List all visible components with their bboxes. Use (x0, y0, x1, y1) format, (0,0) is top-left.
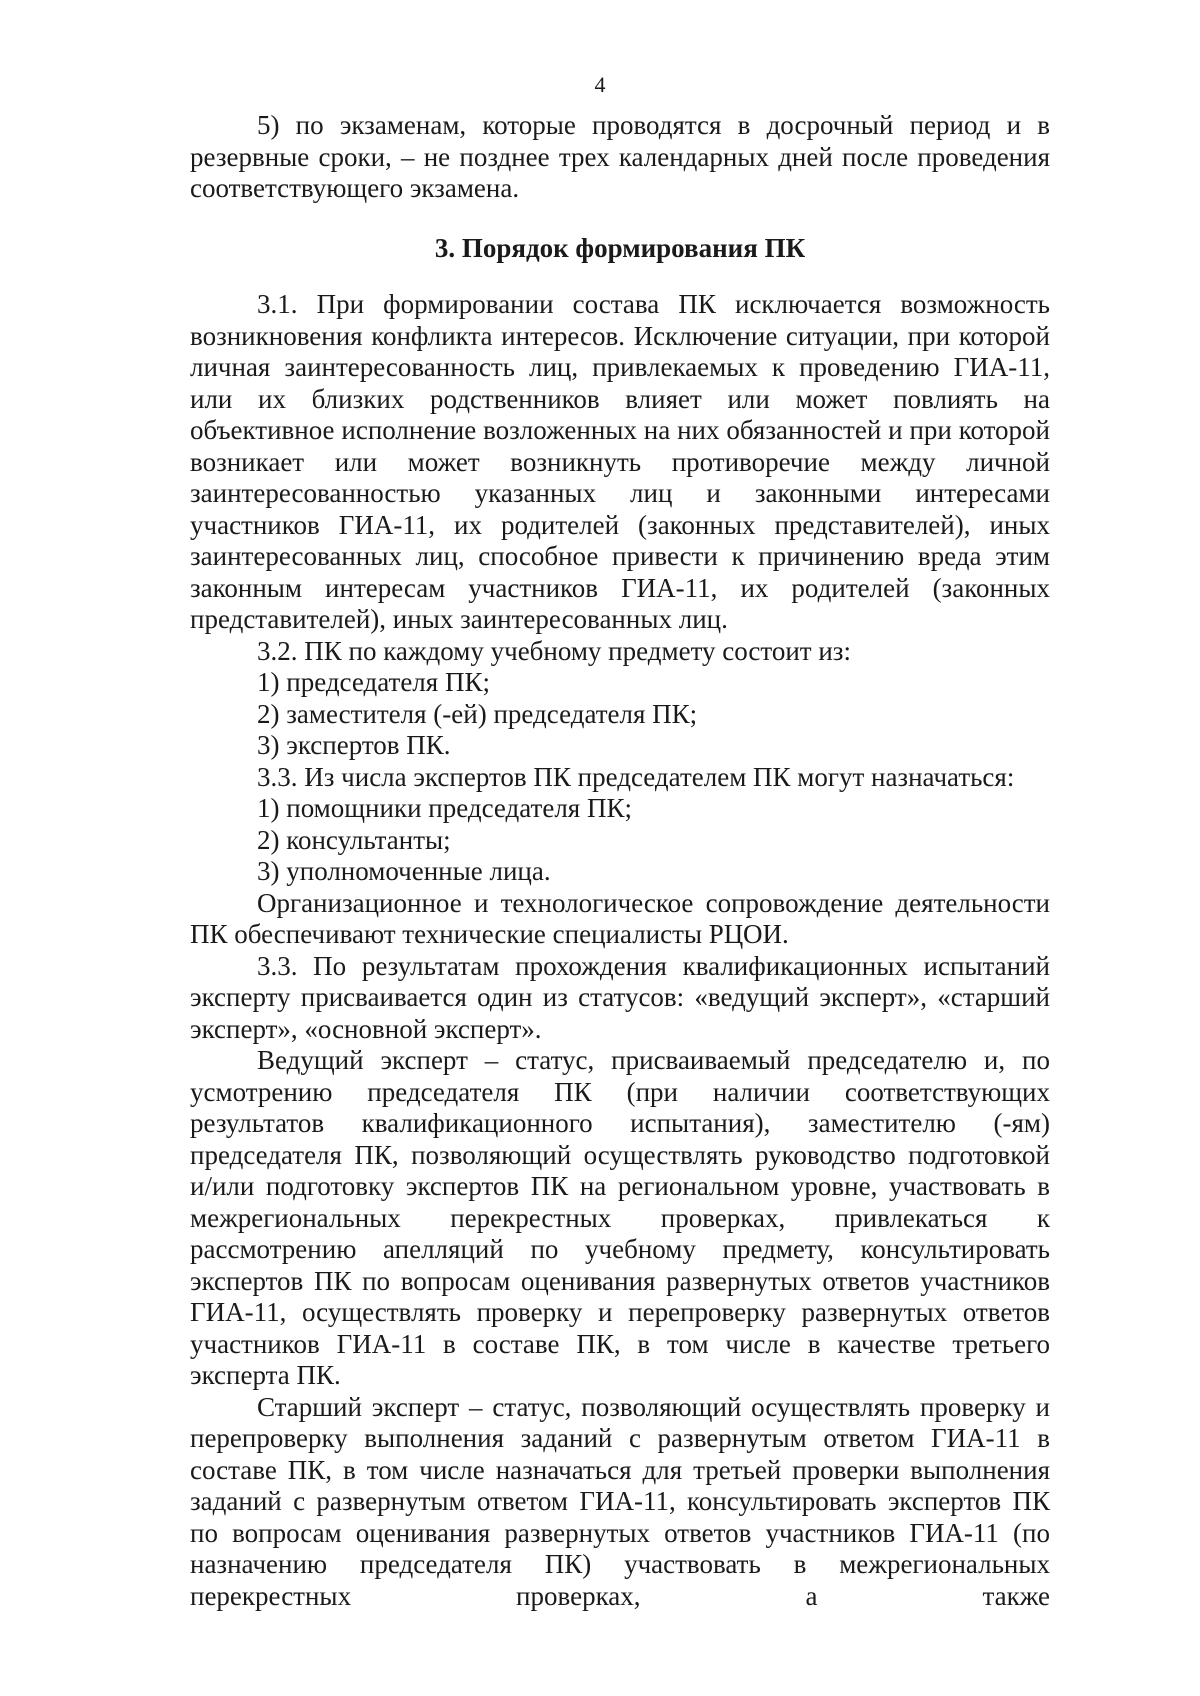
list-item: 2) заместителя (-ей) председателя ПК; (257, 698, 698, 729)
paragraph-lead-expert: Ведущий эксперт – статус, присваиваемый председателю и, по усмотрению председателя ПК (при наличии соответствующих результатов квалификационного испытания), заместителю (-ям) председателя ПК, позволяющий осуществлять руководство подготовкой и/или подготовку экспертов ПК на региональном уровне, участвовать в межрегиональных перекрестных проверках, привлекаться к рассмотрению апелляций по учебному предмету, консультировать экспертов ПК по вопросам оценивания развернутых ответов участников ГИА-11, осуществлять проверку и перепроверку развернутых ответов участников ГИА-11 в составе ПК, в том числе в качестве третьего эксперта ПК. (190, 1045, 1050, 1390)
paragraph-3-3-statuses: 3.3. По результатам прохождения квалификационных испытаний эксперту присваивается один из статусов: «ведущий эксперт», «старший эксперт», «основной эксперт». (190, 950, 1050, 1044)
list-item: 3) уполномоченные лица. (257, 856, 551, 886)
paragraph-3-2: 3.2. ПК по каждому учебному предмету состоит из: (257, 635, 851, 666)
list-item: 1) председателя ПК; (257, 667, 490, 697)
list-item: 1) помощники председателя ПК; (257, 793, 632, 823)
list-item: 3) экспертов ПК. (257, 730, 451, 760)
paragraph-support: Организационное и технологическое сопровождение деятельности ПК обеспечивают технические специалисты РЦОИ. (190, 887, 1050, 949)
paragraph-senior-expert: Старший эксперт – статус, позволяющий осуществлять проверку и перепроверку выполнения заданий с развернутым ответом ГИА-11 в составе ПК, в том числе назначаться для третьей проверки выполнения заданий с развернутым ответом ГИА-11, консультировать экспертов ПК по вопросам оценивания развернутых ответов участников ГИА-11 (по назначению председателя ПК) участвовать в межрегиональных перекрестных проверках, а также (190, 1391, 1050, 1611)
paragraph-3-3: 3.3. Из числа экспертов ПК председателем ПК могут назначаться: (257, 761, 1015, 792)
list-item: 2) консультанты; (257, 824, 451, 855)
paragraph-exam-deadline: 5) по экзаменам, которые проводятся в досрочный период и в резервные сроки, – не позднее трех календарных дней после проведения соответствующего экзамена. (190, 110, 1050, 203)
document-body (190, 110, 1050, 1612)
page-number: 4 (594, 72, 606, 97)
paragraph-3-1: 3.1. При формировании состава ПК исключается возможность возникновения конфликта интересов. Исключение ситуации, при которой личная заинтересованность лиц, привлекаемых к проведению ГИА-11, или их близких родственников влияет или может повлиять на объективное исполнение возложенных на них обязанностей и при которой возникает или может возникнуть противоречие между личной заинтересованностью указанных лиц и законными интересами участников ГИА-11, их родителей (законных представителей), иных заинтересованных лиц, способное привести к причинению вреда этим законным интересам участников ГИА-11, их родителей (законных представителей), иных заинтересованных лиц. (190, 289, 1050, 634)
section-heading: 3. Порядок формирования ПК (434, 232, 806, 263)
